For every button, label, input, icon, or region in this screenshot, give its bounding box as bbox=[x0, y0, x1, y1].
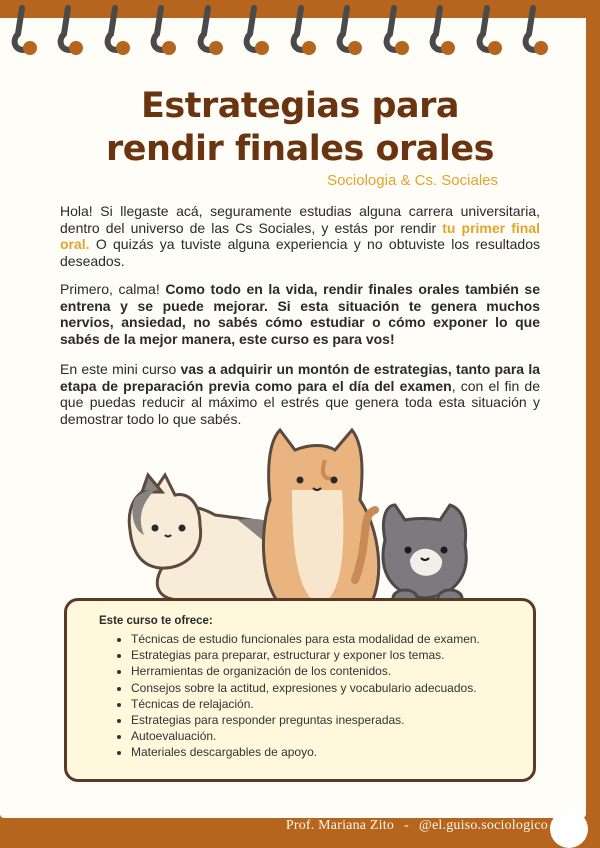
title-line-2: rendir finales orales bbox=[106, 129, 494, 169]
calm-bold-text: Como todo en la vida, rendir finales orales también se entrena y se puede mejorar. Si esta situación te genera muchos nervios, ansiedad, no sabés cómo estudiar o cómo exponer lo que sabés de la mejor manera, este curso es para vos! bbox=[60, 281, 540, 347]
list-item: • Consejos sobre la actitud, expresiones y vocabulario adecuados. bbox=[131, 680, 480, 696]
subtitle: Sociologia & Cs. Sociales bbox=[327, 172, 498, 189]
list-item: • Estrategias para responder preguntas inesperadas. bbox=[131, 712, 480, 728]
calm-text: Primero, calma! bbox=[60, 281, 166, 297]
course-text: En este mini curso bbox=[60, 361, 181, 377]
list-item: • Autoevaluación. bbox=[131, 728, 480, 744]
intro-paragraph bbox=[60, 203, 540, 269]
footer-separator: - bbox=[404, 818, 409, 833]
author-name: Prof. Mariana Zito bbox=[285, 818, 395, 833]
list-item: • Materiales descargables de apoyo. bbox=[131, 744, 480, 760]
intro-highlight: tu primer final oral. bbox=[60, 219, 540, 252]
course-bold-text: vas a adquirir un montón de estrategias, tanto para la etapa de preparación previa como para el día del examen bbox=[60, 361, 540, 394]
intro-text: Hola! Si llegaste acá, seguramente estudias alguna carrera universitaria, dentro del universo de las Cs Sociales, y estás por rendir bbox=[60, 203, 540, 236]
course-text-end: , con el fin de que puedas reducir al máximo el estrés que genera toda esta situación y demostrar todo lo que sabés. bbox=[60, 377, 540, 427]
spiral-binding-icon bbox=[0, 0, 600, 60]
list-item: • Técnicas de estudio funcionales para esta modalidad de examen. bbox=[131, 631, 480, 647]
list-item: • Técnicas de relajación. bbox=[131, 696, 480, 712]
social-handle[interactable]: @el.guiso.sociologico bbox=[418, 818, 548, 833]
calm-paragraph bbox=[60, 281, 540, 347]
course-offer-box bbox=[64, 598, 536, 782]
footer-credit bbox=[286, 818, 548, 834]
title-line-1: Estrategias para bbox=[140, 86, 460, 126]
offer-list bbox=[117, 631, 480, 761]
gray-cat-icon bbox=[383, 505, 466, 606]
course-paragraph bbox=[60, 361, 540, 427]
offer-title: Este curso te ofrece: bbox=[99, 615, 213, 627]
list-item: • Herramientas de organización de los contenidos. bbox=[131, 663, 480, 679]
corner-circle-icon bbox=[550, 810, 588, 848]
orange-cat-icon bbox=[263, 430, 378, 605]
list-item: • Estrategias para preparar, estructurar y exponer los temas. bbox=[131, 647, 480, 663]
intro-text-end: O quizás ya tuviste alguna experiencia y no obtuviste los resultados deseados. bbox=[60, 236, 540, 269]
